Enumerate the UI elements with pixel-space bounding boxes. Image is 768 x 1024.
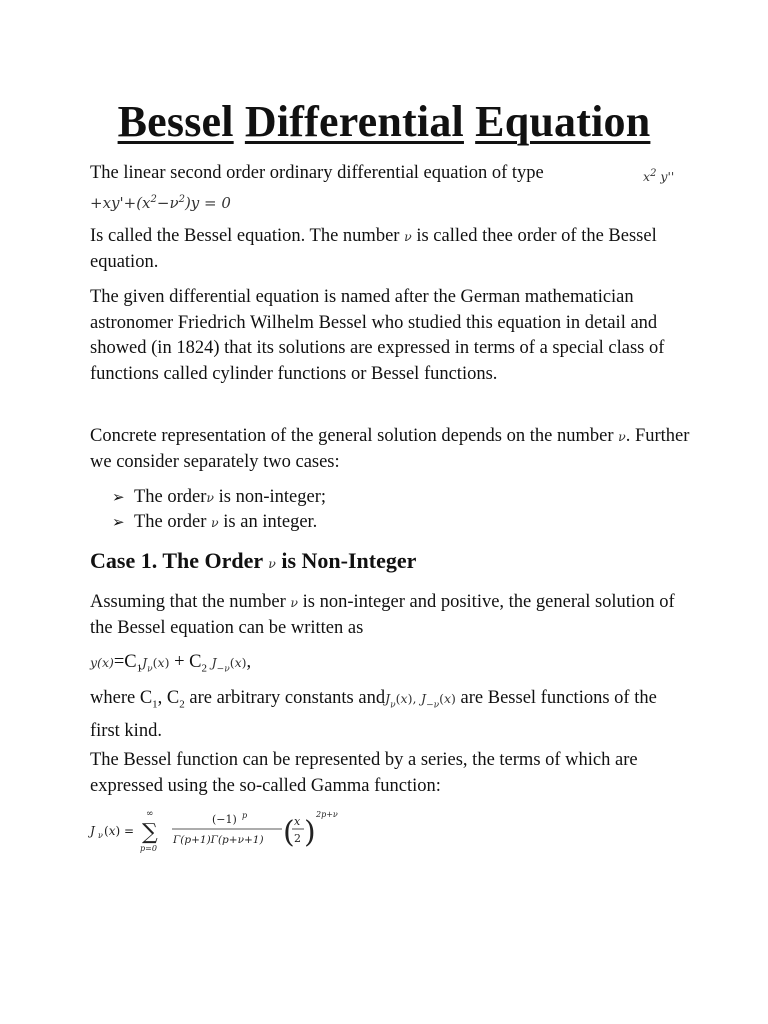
para2-a: Is called the Bessel equation. The number <box>90 226 405 246</box>
solution-equation: $y(x)=C_1J_\nu(x) + C_2$ $J_{-\nu}(x)$, <box>90 652 252 675</box>
intro-paragraph <box>90 161 690 187</box>
formula-sum-bottom: p=0 <box>140 844 157 853</box>
paragraph-history: The given differential equation is named after the German mathematician astronomer Friedrich Wilhelm Bessel who studied this equation in detail and showed (in 1824) that its solutions are expressed in terms of a special class of functions called cylinder functions or Bessel functions. <box>90 287 665 384</box>
formula-lhs: J <box>90 824 95 838</box>
paragraph-series: The Bessel function can be represented by a series, the terms of which are expressed using the so-called Gamma function: <box>90 750 638 796</box>
para2-b: is called thee order of the Bessel equation. <box>90 226 657 272</box>
page-title <box>0 92 768 152</box>
nu-symbol: ν <box>268 556 276 571</box>
bullet-non-integer <box>112 485 326 512</box>
formula-lhs-arg: (x) = <box>104 824 135 838</box>
case1-heading <box>90 546 416 579</box>
para4-a: Concrete representation of the general solution depends on the number <box>90 426 619 446</box>
formula-denominator: Γ(p+1)Γ(p+ν+1) <box>173 834 264 846</box>
paragraph-bessel-order <box>90 224 690 275</box>
para4-b: . Further we consider separately two cases: <box>90 426 690 472</box>
intro-equation-line2 <box>90 187 690 217</box>
nu-symbol: ν <box>618 429 626 444</box>
para6-a: where C <box>90 688 153 708</box>
bullet2-a: The order <box>134 512 212 532</box>
sol-eq: =C <box>113 652 137 672</box>
arrow-bullet-icon: ➢ <box>112 490 125 506</box>
nu-symbol: ν <box>206 490 215 505</box>
para6-c: are arbitrary constants and <box>184 688 386 708</box>
para5-b: is non-integer and positive, the general solution of the Bessel equation can be written as <box>90 592 675 638</box>
formula-numerator-exp: p <box>242 811 248 820</box>
para5-a: Assuming that the number <box>90 592 291 612</box>
para6-b: , C <box>157 688 180 708</box>
eq-x: x <box>643 169 651 185</box>
bullet-integer <box>112 510 317 537</box>
paragraph-cases-intro <box>90 424 690 475</box>
bessel-series-formula <box>88 806 348 856</box>
title-word-equation: Equation <box>475 97 651 146</box>
eq-line2-c: )y = 0 <box>184 194 231 212</box>
case1-a: Case 1. The Order <box>90 548 269 573</box>
bullet1-a: The order <box>134 487 207 507</box>
arrow-bullet-icon: ➢ <box>112 515 125 531</box>
title-word-bessel: Bessel <box>117 97 234 146</box>
sol-end: , <box>246 652 252 672</box>
nu-symbol: ν <box>211 515 219 530</box>
formula-right-paren: ) <box>304 815 316 850</box>
formula-x: x <box>294 815 301 828</box>
formula-sum-icon: ∑ <box>142 820 158 845</box>
formula-left-paren: ( <box>283 815 295 850</box>
formula-two: 2 <box>294 832 301 845</box>
sol-lhs: y(x) <box>90 655 114 670</box>
intro-text: The linear second order ordinary differential equation of type <box>90 163 544 183</box>
eq-line2: $+xy'+(x^2-\nu^2)y = 0$ <box>90 194 231 212</box>
sol-plus: + C <box>169 652 202 672</box>
nu-symbol: ν <box>290 595 299 610</box>
nu-symbol: ν <box>404 229 412 244</box>
eq-line2-b: −ν <box>156 194 179 212</box>
para6-d: are Bessel functions of the first kind. <box>90 688 657 742</box>
eq-y-double-prime: y'' <box>660 169 675 185</box>
formula-exp: 2p+ν <box>316 810 338 819</box>
sol-j2: J <box>211 655 217 670</box>
bullet2-b: is an integer. <box>218 512 318 532</box>
formula-lhs-sub: ν <box>98 831 103 840</box>
intro-equation-start: $x^2$ y'' <box>643 168 675 185</box>
eq-line2-a: +xy'+(x <box>90 194 151 212</box>
title-word-differential: Differential <box>244 97 464 146</box>
paragraph-general-solution <box>90 590 690 641</box>
sol-j1: J <box>142 655 148 670</box>
bullet1-b: is non-integer; <box>214 487 327 507</box>
paragraph-constants: where $C_1$, $C_2$ are arbitrary constants andJ$_\nu$(x), $J_{-\nu}(x)$ are Bessel functions of the first kind. <box>90 688 657 742</box>
formula-numerator: (−1) <box>212 813 237 826</box>
funcs-j1: J <box>385 691 391 706</box>
case1-b: is Non-Integer <box>275 548 417 573</box>
formula-sum-top: ∞ <box>146 809 154 819</box>
